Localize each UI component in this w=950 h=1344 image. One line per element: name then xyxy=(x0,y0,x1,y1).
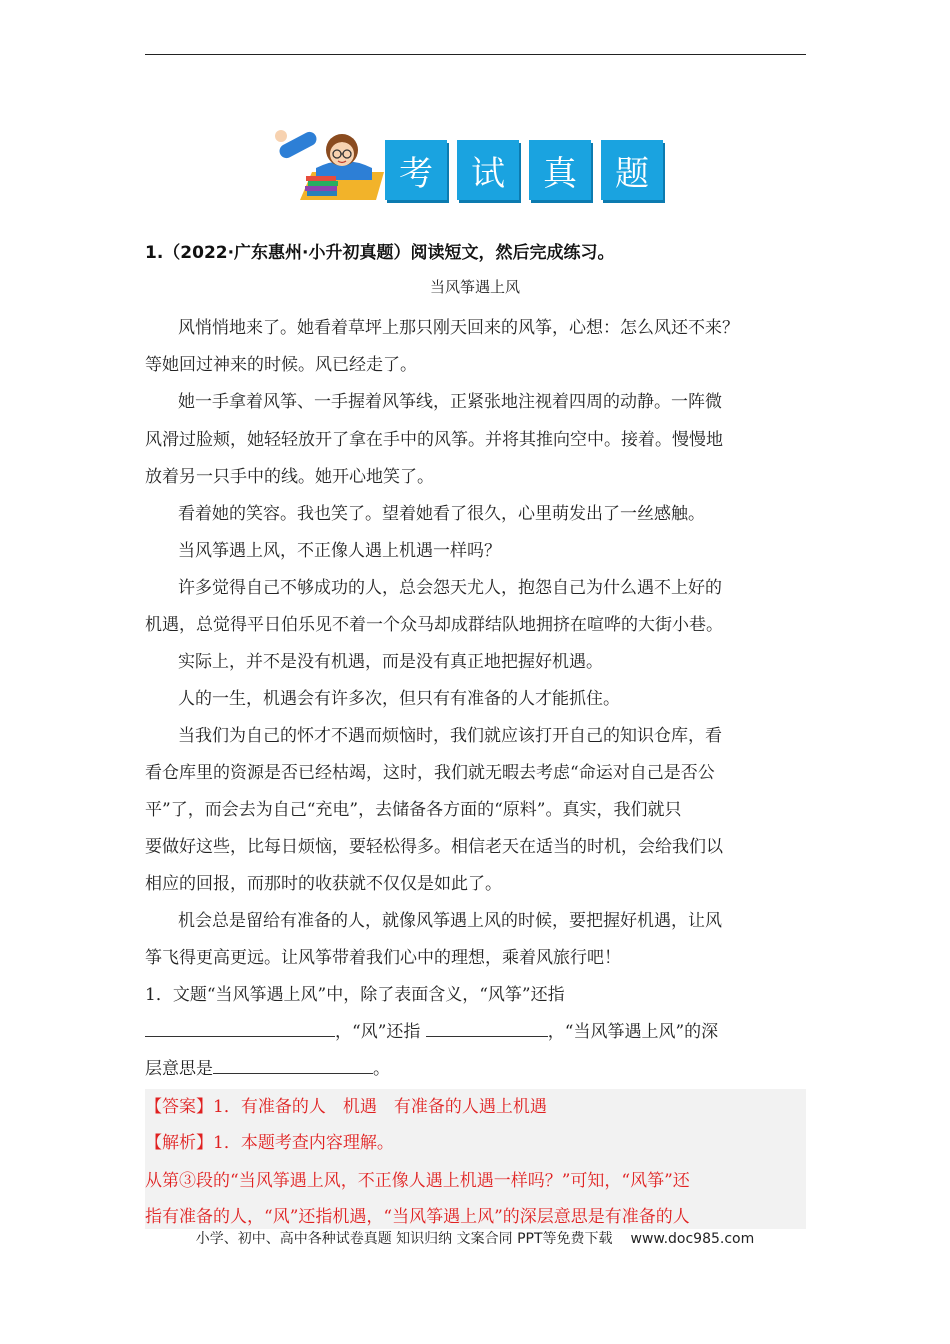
answer-blank-meaning[interactable] xyxy=(213,1055,373,1074)
sub-question-line xyxy=(145,1017,718,1042)
banner-tile-kao: 考 xyxy=(385,140,447,200)
passage-line: 人的一生，机遇会有许多次，但只有有准备的人才能抓住。 xyxy=(178,689,620,709)
passage-line: 要做好这些，比每日烦恼，要轻松得多。相信老天在适当的时机，会给我们以 xyxy=(145,837,723,857)
banner-tile-zhen: 真 xyxy=(529,140,591,200)
sub-question-line: 1．文题“当风筝遇上风”中，除了表面含义，“风筝”还指 xyxy=(145,985,565,1005)
header-rule xyxy=(145,54,806,55)
analysis-detail-line: 从第③段的“当风筝遇上风，不正像人遇上机遇一样吗？”可知，“风筝”还 xyxy=(145,1171,690,1191)
passage-line: 许多觉得自己不够成功的人，总会怨天尤人，抱怨自己为什么遇不上好的 xyxy=(178,578,722,598)
answer-blank-wind[interactable] xyxy=(426,1018,548,1037)
sub-question-text: 层意思是 xyxy=(145,1059,213,1079)
passage-line: 放着另一只手中的线。她开心地笑了。 xyxy=(145,467,434,487)
passage-line: 相应的回报，而那时的收获就不仅仅是如此了。 xyxy=(145,874,502,894)
passage-line: 风悄悄地来了。她看着草坪上那只刚天回来的风筝，心想：怎么风还不来？ xyxy=(178,318,739,338)
passage-line: 看着她的笑容。我也笑了。望着她看了很久，心里萌发出了一丝感触。 xyxy=(178,504,705,524)
passage-line: 风滑过脸颊，她轻轻放开了拿在手中的风筝。并将其推向空中。接着。慢慢地 xyxy=(145,430,723,450)
passage-line: 当我们为自己的怀才不遇而烦恼时，我们就应该打开自己的知识仓库，看 xyxy=(178,726,722,746)
student-reading-illustration xyxy=(272,128,384,204)
footer-url[interactable]: www.doc985.com xyxy=(630,1231,755,1247)
page-footer xyxy=(0,1228,950,1248)
exam-banner xyxy=(272,128,672,204)
passage-line: 机遇，总觉得平日伯乐见不着一个众马却成群结队地拥挤在喧哗的大街小巷。 xyxy=(145,615,723,635)
question-title: 1.（2022·广东惠州·小升初真题）阅读短文，然后完成练习。 xyxy=(145,243,615,263)
sub-question-text: ，“当风筝遇上风”的深 xyxy=(547,1022,719,1042)
passage-line: 当风筝遇上风，不正像人遇上机遇一样吗？ xyxy=(178,541,501,561)
passage-line: 平”了，而会去为自己“充电”，去储备各方面的“原料”。真实，我们就只 xyxy=(145,800,682,820)
passage-line: 机会总是留给有准备的人，就像风筝遇上风的时候，要把握好机遇，让风 xyxy=(178,911,722,931)
sub-question-text: ，“风”还指 xyxy=(335,1022,421,1042)
passage-title: 当风筝遇上风 xyxy=(429,278,520,296)
passage-line: 实际上，并不是没有机遇，而是没有真正地把握好机遇。 xyxy=(178,652,603,672)
passage-line: 她一手拿着风筝、一手握着风筝线，正紧张地注视着四周的动静。一阵微 xyxy=(178,392,722,412)
answer-line: 【答案】1．有准备的人 机遇 有准备的人遇上机遇 xyxy=(145,1097,547,1117)
analysis-detail-line: 指有准备的人，“风”还指机遇，“当风筝遇上风”的深层意思是有准备的人 xyxy=(145,1207,690,1227)
sub-question-line xyxy=(145,1054,390,1079)
analysis-line: 【解析】1．本题考查内容理解。 xyxy=(145,1133,394,1153)
passage-line: 看仓库里的资源是否已经枯竭，这时，我们就无暇去考虑“命运对自己是否公 xyxy=(145,763,715,783)
passage-line: 等她回过神来的时候。风已经走了。 xyxy=(145,355,417,375)
answer-blank-kite[interactable] xyxy=(145,1018,335,1037)
passage-line: 筝飞得更高更远。让风筝带着我们心中的理想，乘着风旅行吧！ xyxy=(145,948,621,968)
banner-tile-ti: 题 xyxy=(601,140,663,200)
sub-question-text: 。 xyxy=(373,1059,390,1079)
footer-text: 小学、初中、高中各种试卷真题 知识归纳 文案合同 PPT等免费下载 xyxy=(195,1231,613,1247)
banner-tile-shi: 试 xyxy=(457,140,519,200)
